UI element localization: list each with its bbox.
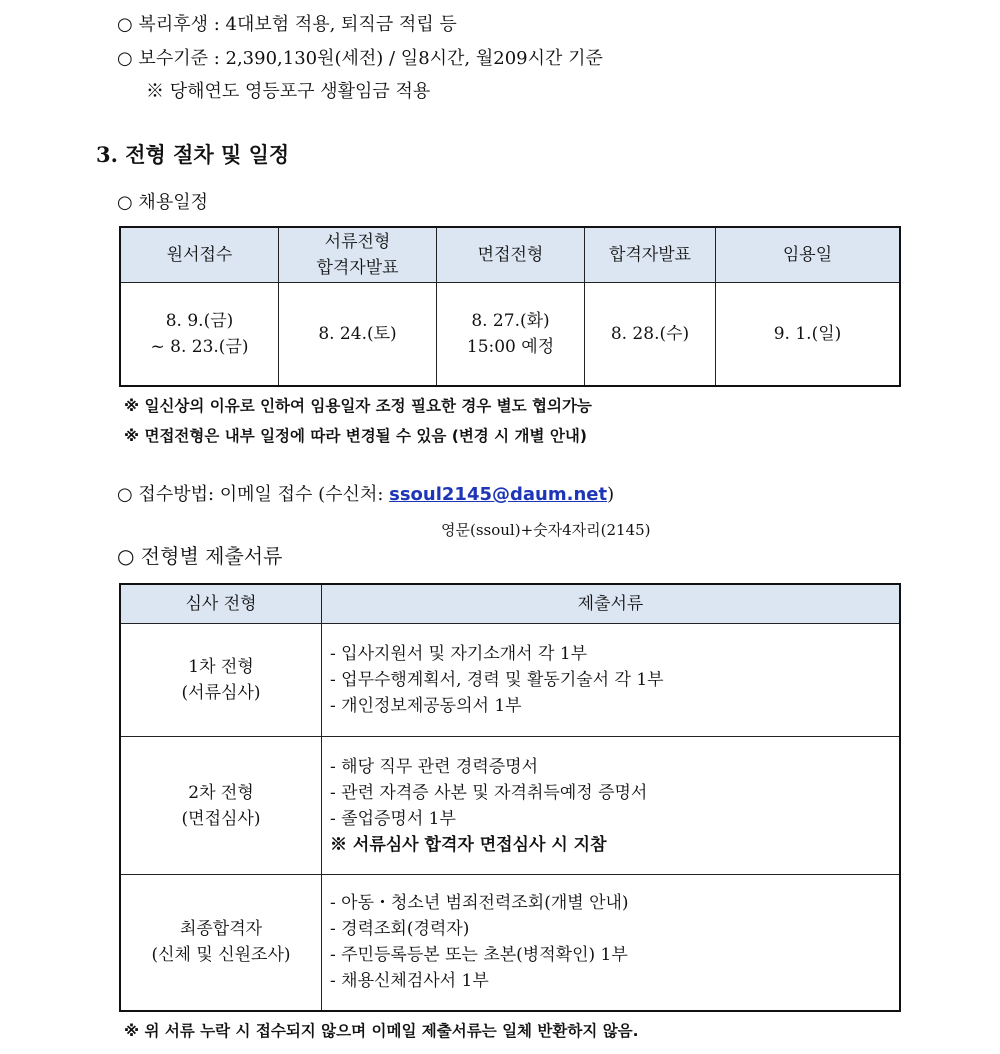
doc-item: - 개인정보제공동의서 1부 <box>330 696 522 716</box>
stage-second-title: 2차 전형 <box>188 782 254 803</box>
submission-line <box>117 482 614 508</box>
docs-row-second <box>120 737 900 875</box>
schedule-final-result-cell: 8. 28.(수) <box>585 283 716 387</box>
stage-final-subtitle: (신체 및 신원조사) <box>151 945 291 966</box>
schedule-application-start: 8. 9.(금) <box>165 311 234 331</box>
schedule-header-document-line2: 합격자발표 <box>316 258 399 278</box>
footer-note: ※ 위 서류 누락 시 접수되지 않으며 이메일 제출서류는 일체 반환하지 않음. <box>124 1022 639 1040</box>
doc-item: - 채용신체검사서 1부 <box>330 971 489 992</box>
stage-second-subtitle: (면접심사) <box>181 808 261 829</box>
schedule-interview-time: 15:00 예정 <box>466 337 555 357</box>
stage-first-subtitle: (서류심사) <box>181 683 261 703</box>
schedule-header-appointment: 임용일 <box>716 227 901 283</box>
doc-item: - 주민등록등본 또는 초본(병적확인) 1부 <box>330 945 628 966</box>
schedule-header-document-line1: 서류전형 <box>324 232 391 252</box>
schedule-table <box>119 226 901 387</box>
submission-email-link[interactable]: ssoul2145@daum.net <box>389 484 608 505</box>
section-heading: 3. 전형 절차 및 일정 <box>96 142 290 167</box>
doc-item-note: ※ 서류심사 합격자 면접심사 시 지참 <box>330 834 607 855</box>
docs-items-first <box>322 624 901 737</box>
email-hint: 영문(ssoul)+숫자4자리(2145) <box>441 521 651 539</box>
documents-table <box>119 583 901 1012</box>
schedule-application-end: ~ 8. 23.(금) <box>150 337 249 357</box>
note-interview-change: ※ 면접전형은 내부 일정에 따라 변경될 수 있음 (변경 시 개별 안내) <box>124 427 587 445</box>
docs-header-stage: 심사 전형 <box>120 584 322 624</box>
schedule-header-interview: 면접전형 <box>437 227 585 283</box>
docs-stage-second <box>120 737 322 875</box>
schedule-interview-date: 8. 27.(화) <box>471 311 550 331</box>
schedule-appointment-cell: 9. 1.(일) <box>716 283 901 387</box>
schedule-document-result-cell: 8. 24.(토) <box>279 283 437 387</box>
docs-stage-final <box>120 875 322 1011</box>
doc-item: - 졸업증명서 1부 <box>330 808 456 829</box>
salary-line: ○ 보수기준 : 2,390,130원(세전) / 일8시간, 월209시간 기준 <box>117 48 603 69</box>
schedule-header-application: 원서접수 <box>120 227 279 283</box>
docs-label: ○ 전형별 제출서류 <box>117 544 283 568</box>
submission-suffix: ) <box>607 484 615 505</box>
schedule-application-cell <box>120 283 279 387</box>
stage-first-title: 1차 전형 <box>188 657 254 677</box>
doc-item: - 입사지원서 및 자기소개서 각 1부 <box>330 644 588 664</box>
docs-header-documents: 제출서류 <box>322 584 901 624</box>
docs-stage-first <box>120 624 322 737</box>
schedule-header-final-result: 합격자발표 <box>585 227 716 283</box>
welfare-line: ○ 복리후생 : 4대보험 적용, 퇴직금 적립 등 <box>117 14 457 35</box>
submission-prefix: ○ 접수방법: 이메일 접수 (수신처: <box>117 484 390 505</box>
doc-item: - 업무수행계획서, 경력 및 활동기술서 각 1부 <box>330 670 664 690</box>
doc-item: - 관련 자격증 사본 및 자격취득예정 증명서 <box>330 782 648 803</box>
stage-final-title: 최종합격자 <box>179 919 263 940</box>
doc-item: - 아동・청소년 범죄전력조회(개별 안내) <box>330 893 629 914</box>
schedule-header-document-result <box>279 227 437 283</box>
docs-row-first <box>120 624 900 737</box>
doc-item: - 경력조회(경력자) <box>330 919 470 940</box>
doc-item: - 해당 직무 관련 경력증명서 <box>330 756 539 777</box>
docs-items-second <box>322 737 901 875</box>
docs-items-final <box>322 875 901 1011</box>
note-personal-reason: ※ 일신상의 이유로 인하여 임용일자 조정 필요한 경우 별도 협의가능 <box>124 397 592 415</box>
schedule-label: ○ 채용일정 <box>117 192 208 213</box>
schedule-interview-cell <box>437 283 585 387</box>
docs-row-final <box>120 875 900 1011</box>
salary-note: ※ 당해연도 영등포구 생활임금 적용 <box>146 81 431 102</box>
